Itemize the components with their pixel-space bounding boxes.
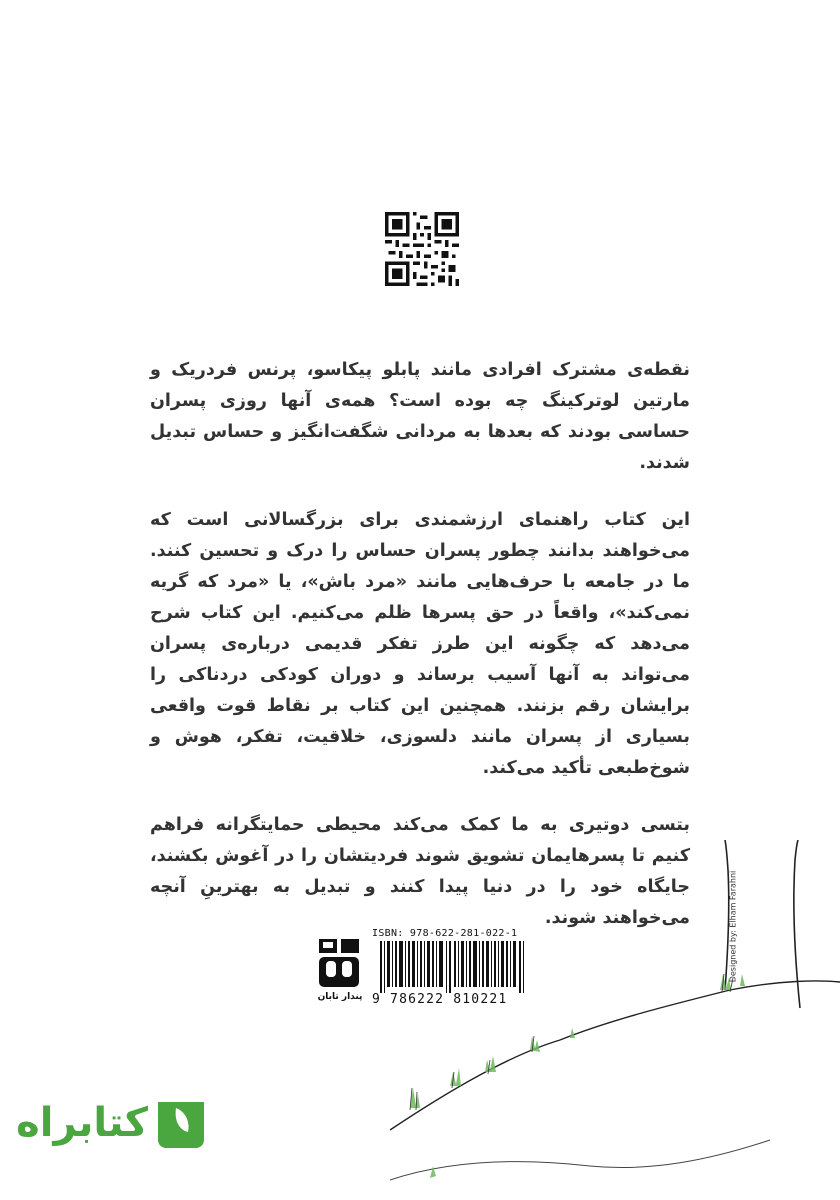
illustrator-credit — [725, 870, 741, 990]
credit-text: Designed by: Elham Farahni — [728, 870, 738, 983]
publisher-logo-icon — [318, 938, 360, 990]
blurb-paragraph: نقطه‌ی مشترک افرادی مانند پابلو پیکاسو، پرنس فردریک و مارتین لوترکینگ چه بوده است؟ همه‌ی آنها روزی پسران حساسی بودند که بعدها به مردانی شگفت‌انگیز و حساس تبدیل شدند. — [150, 360, 690, 473]
tree-hill-illustration — [390, 840, 840, 1200]
qr-code — [385, 212, 459, 286]
store-logo-text: کتابراه — [16, 1100, 148, 1146]
isbn-label: ISBN: 978-622-281-022-1 — [372, 928, 518, 939]
blurb-paragraph: بتسی دوتیری به ما کمک می‌کند محیطی حمایتگرانه فراهم کنیم تا پسرهایمان تشویق شوند فردیتشان را در آغوش بکشند، جایگاه خود را در دنیا پیدا کنند و تبدیل به بهترینِ آنچه می‌خواهند شوند. — [150, 815, 690, 928]
publisher-name: پندار تابان — [317, 992, 363, 1002]
store-logo-icon — [150, 1094, 212, 1156]
blurb-paragraph: این کتاب راهنمای ارزشمندی برای بزرگسالانی است که می‌خواهند بدانند چطور پسران حساس را درک و تحسین کنند. ما در جامعه با حرف‌هایی مانند «مرد باش»، یا «مرد که گریه نمی‌کند»، واقعاً در حق پسرها ظلم می‌کنیم. این کتاب شرح می‌دهد که چگونه این طرز تفکر قدیمی درباره‌ی پسران می‌تواند به آنها آسیب برساند و دوران کودکی دردناکی را برایشان رقم بزنند. همچنین این کتاب بر نقاط قوت واقعی بسیاری از پسران مانند دلسوزی، خلاقیت، تفکر، هوش و شوخ‌طبعی تأکید می‌کند. — [150, 510, 690, 778]
isbn-number: 9 786222 810221 — [372, 992, 508, 1007]
